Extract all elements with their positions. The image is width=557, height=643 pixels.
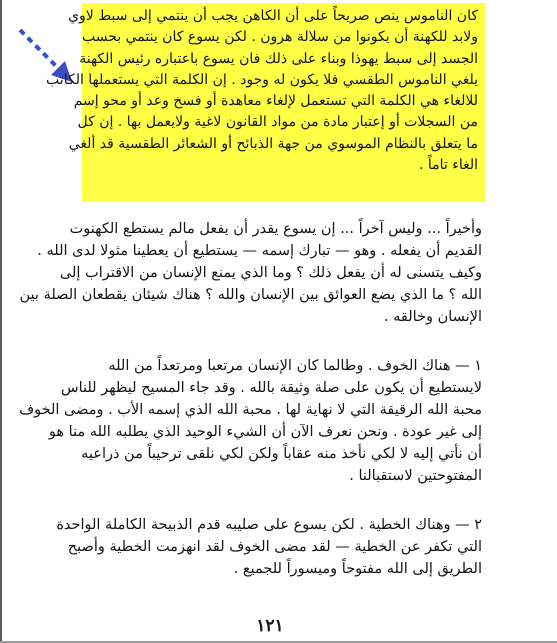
paragraph-line: ١ — هناك الخوف . وطالما كان الإنسان مرتعبا ومرتعداً من الله [108, 358, 482, 374]
highlight-line: من السجلات أو إعتبار مادة من مواد القانون لاغية ولايعمل بها . إن كل [77, 114, 478, 131]
page-number: ١٢١ [256, 616, 284, 636]
highlight-line: ولابد للكهنة أن يكونوا من سلالة هرون . لكن يسوع كان ينتمي بحسب [82, 29, 478, 46]
highlight-line: يلغي الناموس الطقسي فلا يكون له وجود . إن الكلمة التي يستعملها الكاتب [46, 71, 478, 88]
highlight-line: الجسد إلى سبط يهوذا وبناء على ذلك فان يسوع باعتباره رئيس الكهنة [79, 50, 478, 67]
paragraph-line: التي تكفر عن الخطية — لقد مضى الخوف لقد انهزمت الخطية وأصبح [67, 539, 482, 555]
highlight-line: للالغاء هي الكلمة التي تستعمل لإلغاء معاهدة أو فسخ وعد أو محو إسم [73, 93, 478, 110]
highlight-line: ما يتعلق بالنظام الموسوي من جهة الذبائح أو الشعائر الطقسية قد ألغي [68, 135, 478, 152]
paragraph-line: وأخيراً ... وليس آخراً ... إن يسوع يقدر أن يفعل مالم يستطع الكهنوت [69, 221, 482, 237]
paragraph-line: الطريق إلى الله مفتوحاً وميسوراً للجميع . [233, 561, 482, 577]
paragraph-sin [56, 514, 482, 580]
paragraph-finally [19, 218, 482, 328]
highlight-line: كان الناموس ينص صريحاً على أن الكاهن يجب أن ينتمي إلى سبط لاوي [68, 8, 478, 24]
paragraph-line: وكيف يتسنى له أن يفعل ذلك ؟ وما الذي يمنع الإنسان من الاقتراب إلى [59, 265, 482, 281]
paragraph-line: أن نأتي إليه لا لكي نأخذ منه عقاباً ولكن لكي نلقى ترحيباً من ذراعيه [81, 446, 482, 462]
paragraph-line: الإنسان وخالقه . [383, 309, 482, 325]
paragraph-line: القديم أن يفعله . وهو — تبارك إسمه — يستطيع أن يعطينا مثولا لدى الله . [37, 243, 482, 259]
paragraph-line: المفتوحتين لاستقبالنا . [349, 468, 482, 484]
highlighted-text-block [46, 6, 478, 176]
paragraph-fear [19, 355, 482, 487]
paragraph-line: محبة الله الرقيقة التي لا نهاية لها . محبة الله الذي إسمه الأب . ومضى الخوف [19, 402, 482, 418]
paragraph-line: لايستطيع أن يكون على صلة وثيقة بالله . وقد جاء المسيح ليظهر للناس [60, 380, 482, 396]
paragraph-line: ٢ — وهناك الخطية . لكن يسوع على صليبه قدم الذبيحة الكاملة الواحدة [56, 517, 482, 533]
paragraph-line: إلى غير عودة . ونحن نعرف الآن أن الشيء الوحيد الذي يطلبه الله منا هو [48, 424, 482, 440]
highlight-line: الغاء تاماً . [418, 157, 478, 174]
body-text [19, 218, 482, 607]
page-left-edge [0, 0, 2, 643]
paragraph-line: الله ؟ ما الذي يضع العوائق بين الإنسان والله ؟ هناك شيئان يقطعان الصلة بين [19, 287, 482, 303]
